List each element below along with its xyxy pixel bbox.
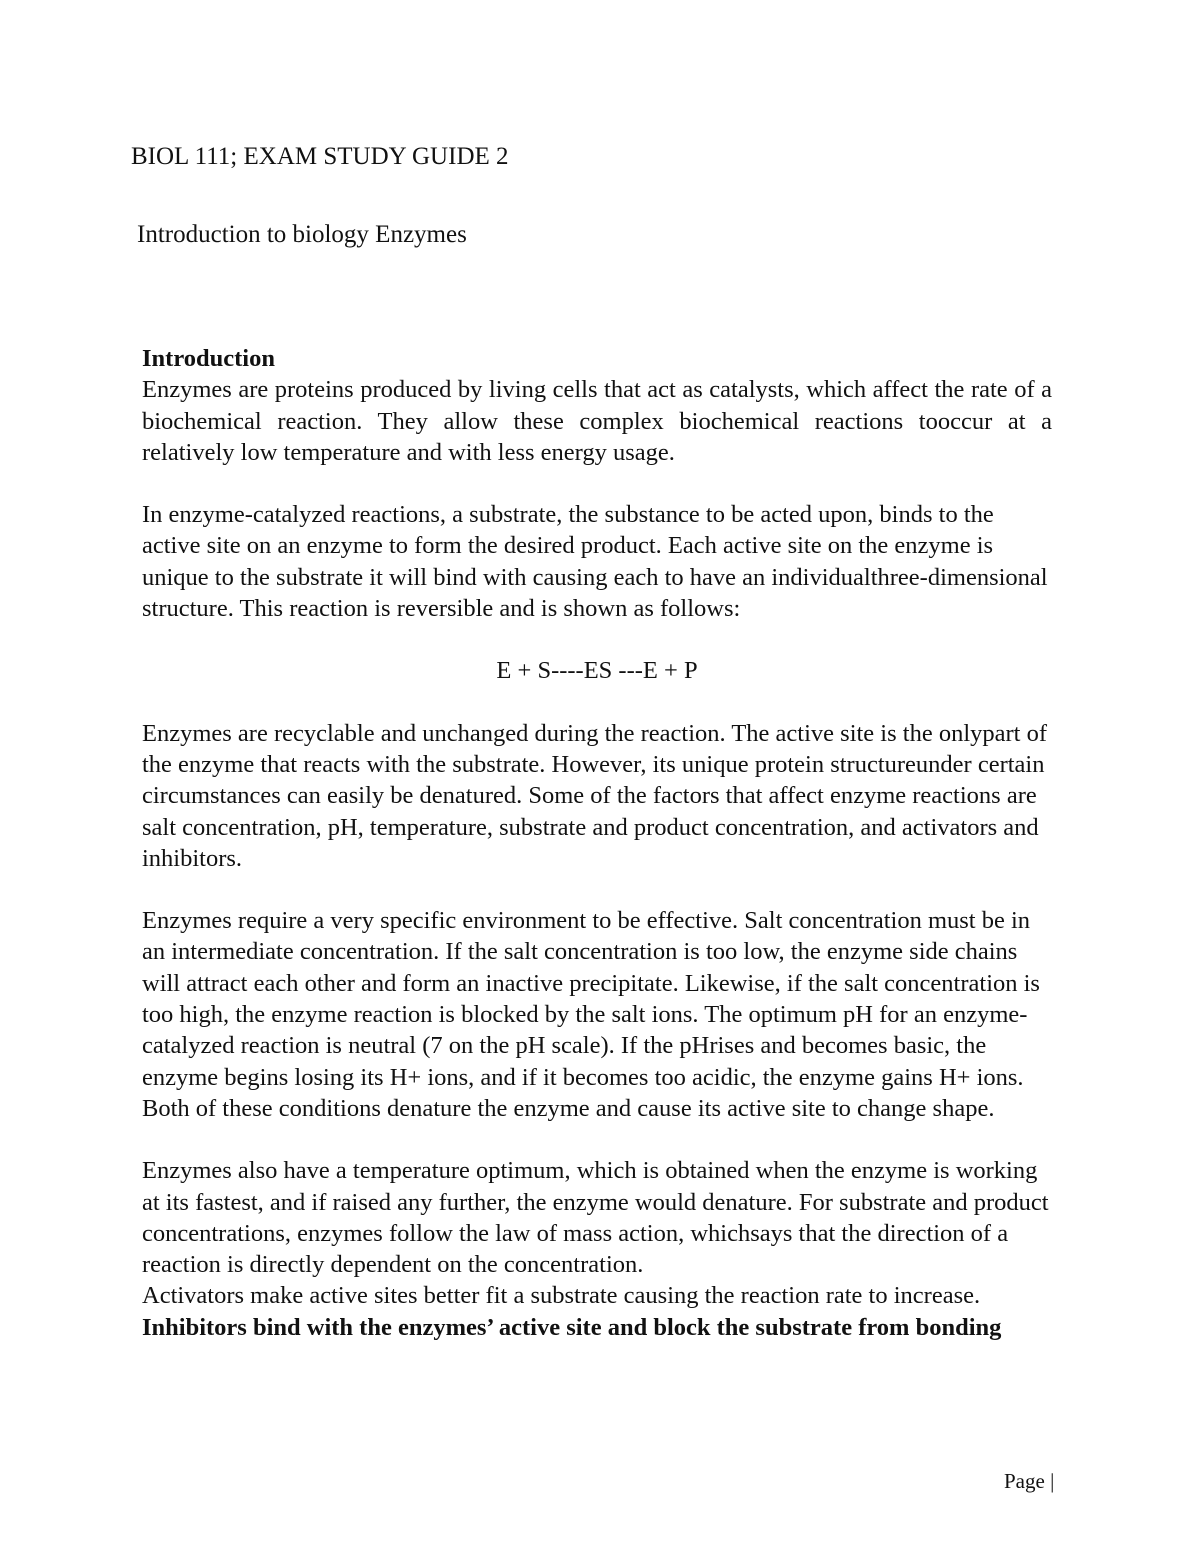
reaction-equation: E + S----ES ---E + P bbox=[496, 657, 698, 685]
paragraph-spacer bbox=[142, 624, 1052, 655]
paragraph-activators: Activators make active sites better fit a substrate causing the reaction rate to increase. bbox=[142, 1282, 981, 1310]
paragraph-environment: Enzymes require a very specific environment to be effective. Salt concentration must be in an intermediate concentration. If the salt concentration is too low, the enzyme side chains will attract each other and form an inactive precipitate. Likewise, if the salt concentration is too high, the enzyme reaction is blocked by the salt ions. The optimum pH for an enzyme-catalyzed reaction is neutral (7 on the pH scale). If the pHrises and becomes basic, the enzyme begins losing its H+ ions, and if it becomes too acidic, the enzyme gains H+ ions. Both of these conditions denature the enzyme and cause its active site to change shape. bbox=[142, 907, 1040, 1122]
paragraph-spacer bbox=[142, 468, 1052, 499]
document-body bbox=[142, 343, 1052, 1343]
paragraph-recyclable: Enzymes are recyclable and unchanged during the reaction. The active site is the onlypart of the enzyme that reacts with the substrate. However, its unique protein structureunder certain circumstances can easily be denatured. Some of the factors that affect enzyme reactions are salt concentration, pH, temperature, substrate and product concentration, and activators and inhibitors. bbox=[142, 719, 1048, 872]
paragraph-intro: Enzymes are proteins produced by living cells that act as catalysts, which affect the rate of a biochemical reaction. They allow these complex biochemical reactions tooccur at a relatively low temperature and with less energy usage. bbox=[142, 376, 1052, 466]
paragraph-temperature: Enzymes also have a temperature optimum, which is obtained when the enzyme is working at its fastest, and if raised any further, the enzyme would denature. For substrate and product concentrations, enzymes follow the law of mass action, whichsays that the direction of a reaction is directly dependent on the concentration. bbox=[142, 1157, 1049, 1279]
course-title: BIOL 111; EXAM STUDY GUIDE 2 bbox=[131, 143, 509, 170]
paragraph-inhibitors: Inhibitors bind with the enzymes’ active site and block the substrate from bonding bbox=[142, 1313, 1002, 1341]
paragraph-substrate: In enzyme-catalyzed reactions, a substrate, the substance to be acted upon, binds to the active site on an enzyme to form the desired product. Each active site on the enzyme is unique to the substrate it will bind with causing each to have an individualthree-dimensional structure. This reaction is reversible and is shown as follows: bbox=[142, 501, 1048, 623]
paragraph-spacer bbox=[142, 1124, 1052, 1155]
paragraph-spacer bbox=[142, 874, 1052, 905]
document-subtitle: Introduction to biology Enzymes bbox=[137, 221, 467, 248]
section-heading: Introduction bbox=[142, 345, 275, 372]
page-footer-label: Page | bbox=[1004, 1469, 1055, 1493]
paragraph-spacer bbox=[142, 687, 1052, 718]
